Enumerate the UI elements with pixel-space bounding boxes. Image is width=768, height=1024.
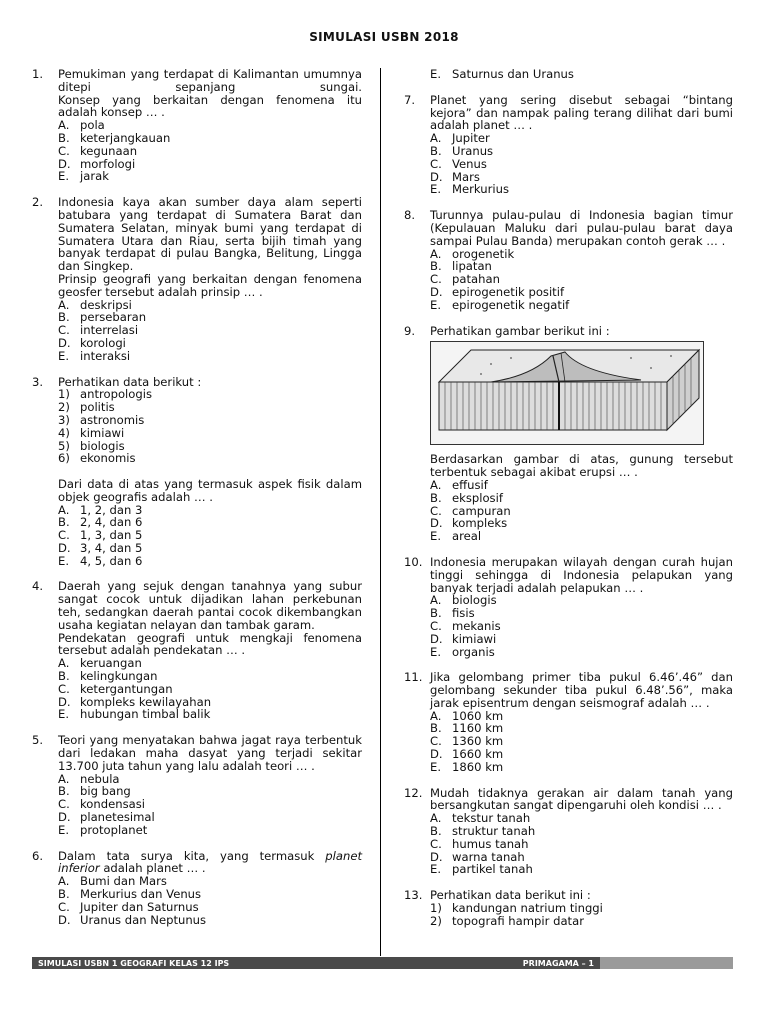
option-d[interactable]: D. korologi	[58, 335, 126, 350]
question-stem: Planet yang sering disebut sebagai “bintang kejora” dan nampak paling terang dilihat dari bumi adalah planet … .	[430, 92, 733, 133]
option-e[interactable]: E. areal	[430, 529, 482, 544]
option-a[interactable]: A. orogenetik	[430, 246, 515, 261]
footer-bar	[32, 957, 600, 969]
option-d[interactable]: D. 3, 4, dan 5	[58, 540, 143, 555]
question-7	[404, 94, 733, 196]
option-list	[58, 504, 362, 568]
data-item: 2) topografi hampir datar	[430, 913, 584, 928]
question-6-continued	[404, 68, 733, 81]
option-b[interactable]: B. Uranus	[430, 143, 494, 158]
option-e[interactable]: E. protoplanet	[58, 822, 148, 837]
question-prompt: Dari data di atas yang termasuk aspek fisik dalam objek geografis adalah … .	[58, 476, 362, 504]
option-list	[58, 657, 362, 721]
option-d[interactable]: D. kompleks	[430, 516, 508, 531]
data-item: 1) antropologis	[58, 387, 152, 402]
question-number: 13.	[404, 888, 423, 903]
question-prompt: Prinsip geografi yang berkaitan dengan fenomena geosfer tersebut adalah prinsip … .	[58, 271, 362, 299]
option-d[interactable]: D. epirogenetik positif	[430, 284, 565, 299]
option-b[interactable]: B. 2, 4, dan 6	[58, 515, 143, 530]
question-number: 12.	[404, 785, 423, 800]
option-d[interactable]: D. Mars	[430, 169, 480, 184]
question-number: 11.	[404, 670, 423, 685]
question-stem: Jika gelombang primer tiba pukul 6.46’.46” dan gelombang sekunder tiba pukul 6.48’.56”, maka jarak episentrum dengan seismograf adalah … .	[430, 670, 733, 710]
option-b[interactable]: B. keterjangkauan	[58, 130, 171, 145]
question-2	[32, 196, 362, 362]
question-number: 2.	[32, 195, 44, 210]
question-12	[404, 787, 733, 877]
option-e[interactable]: E. Saturnus dan Uranus	[430, 67, 574, 81]
question-stem: Teori yang menyatakan bahwa jagat raya terbentuk dari ledakan maha dasyat yang terjadi sekitar 13.700 juta tahun yang lalu adalah teori … .	[58, 733, 362, 773]
question-5	[32, 734, 362, 836]
option-d[interactable]: D. planetesimal	[58, 810, 155, 825]
option-d[interactable]: D. Uranus dan Neptunus	[58, 912, 207, 927]
question-stem: Daerah yang sejuk dengan tanahnya yang subur sangat cocok untuk dijadikan lahan perkebunan teh, sedangkan daerah pantai cocok dikembangkan usaha kegiatan nelayan dan tambak garam.	[58, 579, 362, 632]
option-c[interactable]: C. ketergantungan	[58, 681, 173, 696]
option-c[interactable]: C. Jupiter dan Saturnus	[58, 899, 199, 914]
question-1	[32, 68, 362, 183]
option-c[interactable]: C. 1360 km	[430, 734, 504, 749]
option-list	[430, 812, 733, 876]
data-item: 1) kandungan natrium tinggi	[430, 901, 603, 916]
data-item: 6) ekonomis	[58, 451, 136, 466]
option-list	[58, 119, 362, 183]
option-c[interactable]: C. Venus	[430, 156, 487, 171]
option-a[interactable]: A. effusif	[430, 477, 488, 492]
question-stem: Perhatikan data berikut :	[58, 374, 202, 389]
data-list	[58, 388, 362, 465]
option-a[interactable]: A. 1, 2, dan 3	[58, 502, 143, 517]
question-stem: Dalam tata surya kita, yang termasuk planet inferior adalah planet … .	[58, 848, 362, 876]
option-list	[430, 594, 733, 658]
question-10	[404, 556, 733, 658]
option-c[interactable]: C. mekanis	[430, 618, 501, 633]
question-stem: Pemukiman yang terdapat di Kalimantan umumnya ditepi sepanjang sungai.	[58, 67, 362, 94]
option-e[interactable]: E. interaksi	[58, 348, 131, 363]
question-number: 4.	[32, 579, 44, 594]
option-list	[58, 773, 362, 837]
option-d[interactable]: D. kimiawi	[430, 631, 497, 646]
option-e[interactable]: E. Merkurius	[430, 182, 509, 197]
option-c[interactable]: C. humus tanah	[430, 836, 529, 851]
option-b[interactable]: B. lipatan	[430, 259, 492, 274]
option-b[interactable]: B. eksplosif	[430, 490, 503, 505]
option-a[interactable]: A. pola	[58, 118, 105, 133]
option-e[interactable]: E. 1860 km	[430, 759, 504, 774]
question-number: 6.	[32, 848, 44, 863]
question-number: 7.	[404, 92, 416, 107]
option-list	[58, 299, 362, 363]
option-b[interactable]: B. struktur tanah	[430, 824, 536, 839]
option-b[interactable]: B. kelingkungan	[58, 669, 158, 684]
option-a[interactable]: A. Bumi dan Mars	[58, 874, 167, 889]
option-list	[430, 132, 733, 196]
option-e[interactable]: E. hubungan timbal balik	[58, 707, 211, 722]
option-a[interactable]: A. 1060 km	[430, 708, 504, 723]
question-3	[32, 376, 362, 568]
question-11	[404, 671, 733, 773]
option-a[interactable]: A. deskripsi	[58, 297, 132, 312]
column-divider	[380, 68, 381, 956]
question-prompt: Berdasarkan gambar di atas, gunung tersebut terbentuk sebagai akibat erupsi … .	[430, 452, 733, 480]
option-e[interactable]: E. epirogenetik negatif	[430, 297, 570, 312]
question-prompt: Konsep yang berkaitan dengan fenomena itu adalah konsep … .	[58, 92, 362, 120]
question-13	[404, 889, 733, 927]
question-stem: Perhatikan gambar berikut ini :	[430, 323, 610, 338]
data-item: 2) politis	[58, 400, 115, 415]
question-number: 3.	[32, 374, 44, 389]
option-e[interactable]: E. partikel tanah	[430, 862, 533, 877]
question-stem: Indonesia merupakan wilayah dengan curah hujan tinggi sehingga di Indonesia pelapukan yang banyak terjadi adalah pelapukan … .	[430, 554, 733, 595]
question-number: 10.	[404, 554, 423, 569]
option-b[interactable]: B. persebaran	[58, 310, 147, 325]
option-c[interactable]: C. campuran	[430, 503, 511, 518]
option-list	[430, 248, 733, 312]
option-c[interactable]: C. patahan	[430, 272, 500, 287]
option-c[interactable]: C. interrelasi	[58, 323, 139, 338]
option-b[interactable]: B. Merkurius dan Venus	[58, 887, 202, 902]
question-4	[32, 580, 362, 721]
volcano-block-diagram-icon	[430, 341, 704, 445]
option-a[interactable]: A. Jupiter	[430, 131, 490, 146]
option-list	[430, 479, 733, 543]
question-stem: Perhatikan data berikut ini :	[430, 888, 591, 903]
option-d[interactable]: D. morfologi	[58, 156, 136, 171]
question-8	[404, 209, 733, 311]
option-b[interactable]: B. big bang	[58, 784, 131, 799]
option-e[interactable]: E. organis	[430, 644, 495, 659]
option-list	[430, 710, 733, 774]
option-c[interactable]: C. 1, 3, dan 5	[58, 528, 143, 543]
option-d[interactable]: D. warna tanah	[430, 849, 525, 864]
option-a[interactable]: A. tekstur tanah	[430, 811, 531, 826]
footer-accent-bar	[600, 957, 733, 969]
option-c[interactable]: C. kegunaan	[58, 143, 138, 158]
option-b[interactable]: B. fisis	[430, 606, 475, 621]
data-item: 4) kimiawi	[58, 425, 125, 440]
question-9	[404, 325, 733, 543]
question-number: 5.	[32, 733, 44, 748]
data-list	[430, 902, 733, 928]
footer-right-text: PRIMAGAMA – 1	[522, 958, 594, 968]
option-a[interactable]: A. biologis	[430, 593, 497, 608]
page-title: SIMULASI USBN 2018	[309, 30, 459, 44]
data-item: 5) biologis	[58, 438, 125, 453]
question-prompt: Pendekatan geografi untuk mengkaji fenomena tersebut adalah pendekatan … .	[58, 630, 362, 658]
option-a[interactable]: A. keruangan	[58, 656, 142, 671]
option-d[interactable]: D. 1660 km	[430, 747, 504, 762]
option-e[interactable]: E. jarak	[58, 169, 109, 184]
data-item: 3) astronomis	[58, 412, 145, 427]
right-column	[404, 68, 733, 928]
footer-left-text: SIMULASI USBN 1 GEOGRAFI KELAS 12 IPS	[38, 958, 230, 968]
option-b[interactable]: B. 1160 km	[430, 721, 504, 736]
question-number: 1.	[32, 67, 44, 81]
left-column	[32, 68, 362, 926]
option-a[interactable]: A. nebula	[58, 771, 120, 786]
option-e[interactable]: E. 4, 5, dan 6	[58, 553, 143, 568]
option-c[interactable]: C. kondensasi	[58, 797, 145, 812]
question-stem: Mudah tidaknya gerakan air dalam tanah yang bersangkutan sangat dipengaruhi oleh kondisi … .	[430, 785, 733, 813]
question-stem: Turunnya pulau-pulau di Indonesia bagian timur (Kepulauan Maluku dari pulau-pulau barat daya sampai Pulau Banda) merupakan contoh gerak … .	[430, 208, 733, 248]
question-6	[32, 850, 362, 927]
option-list	[58, 875, 362, 926]
option-d[interactable]: D. kompleks kewilayahan	[58, 694, 212, 709]
question-number: 8.	[404, 208, 416, 223]
question-stem: Indonesia kaya akan sumber daya alam seperti batubara yang terdapat di Sumatera Barat dan Sumatera Selatan, minyak bumi yang terdapat di Sumatera Utara dan Riau, serta bijih timah yang banyak terdapat di pulau Bangka, Belitung, Lingga dan Singkep.	[58, 195, 362, 274]
question-number: 9.	[404, 323, 416, 338]
